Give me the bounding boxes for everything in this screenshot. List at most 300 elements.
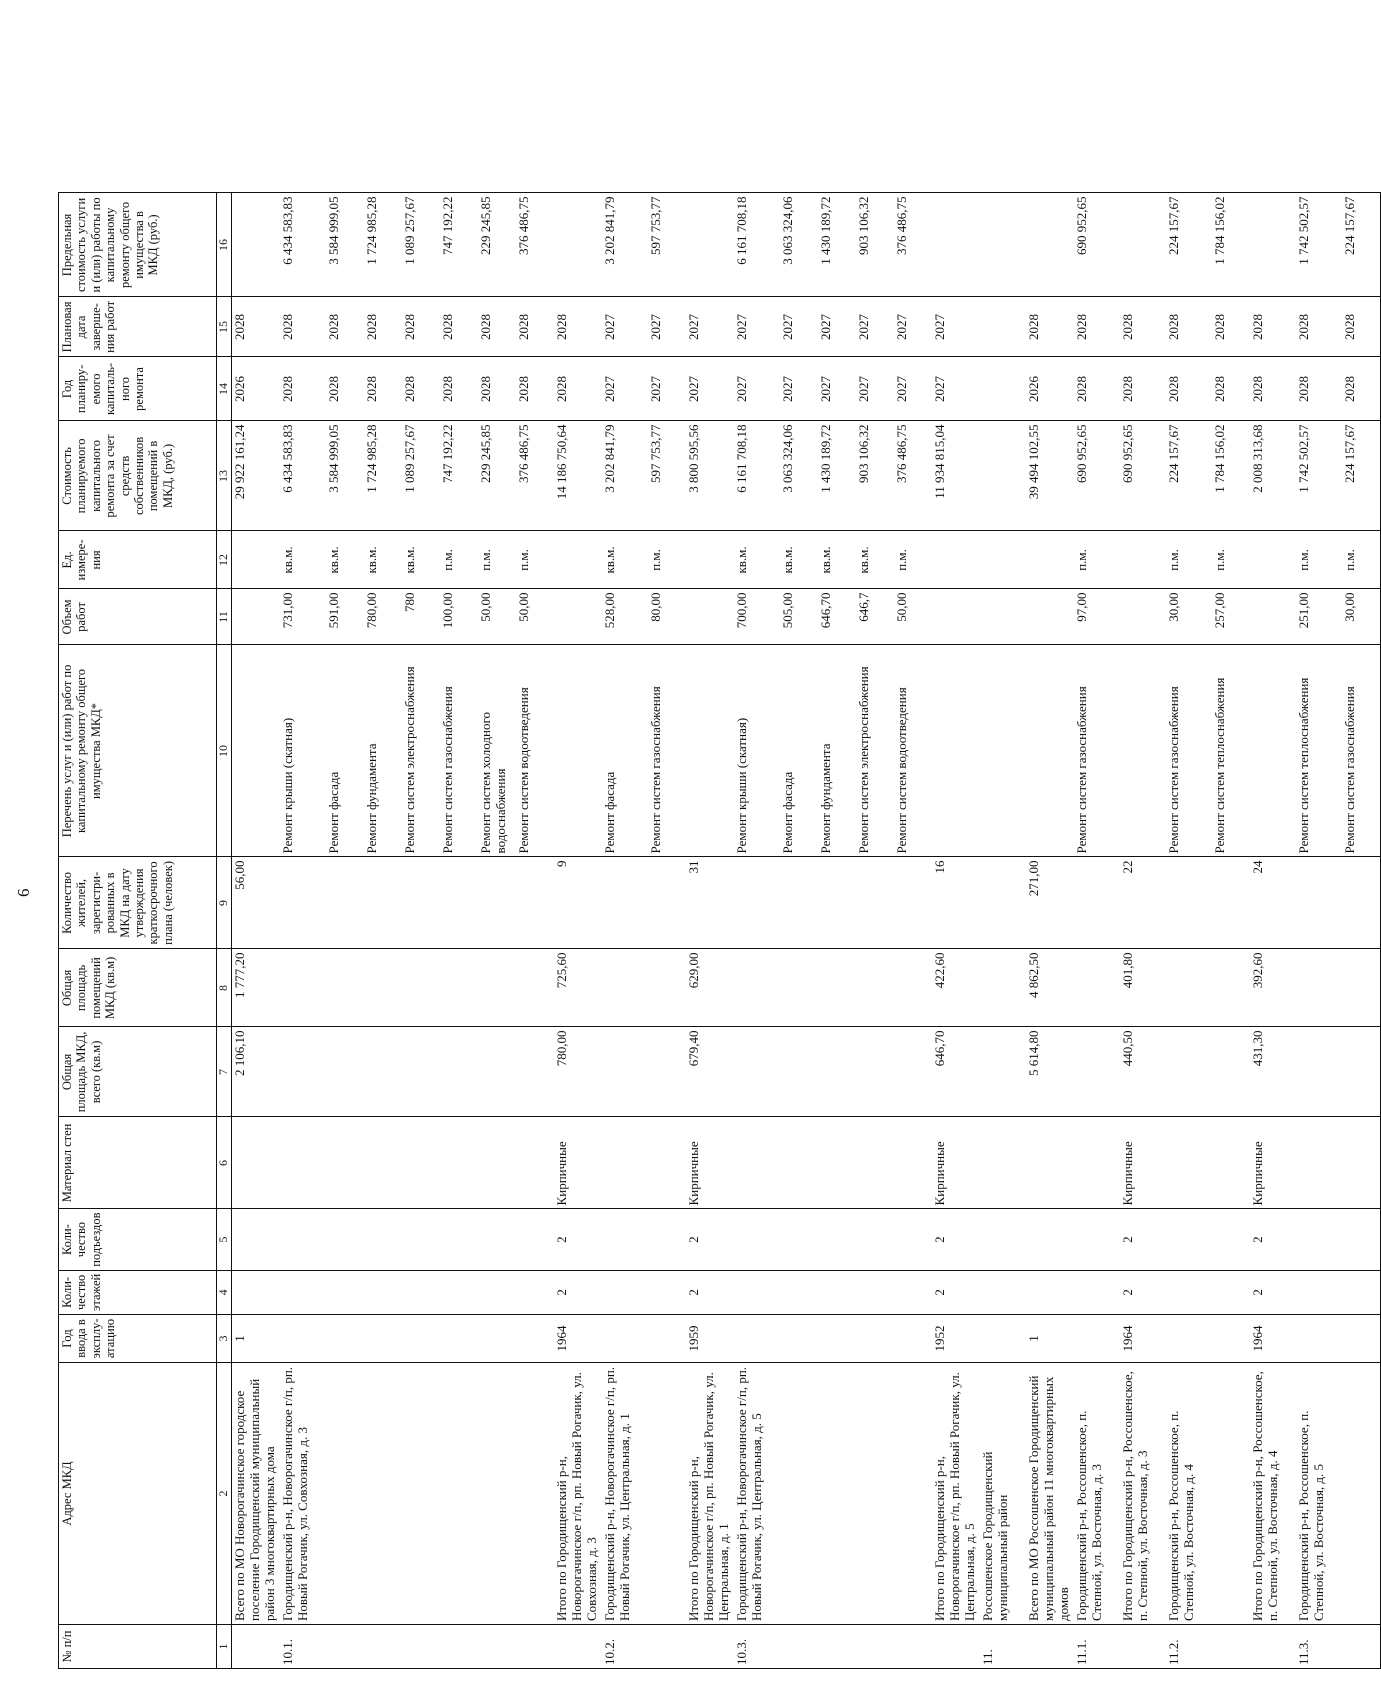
column-number: 2 <box>217 1363 232 1625</box>
table-cell: Городищенский р-н, Новорогачинское г/п, рп. Новый Рогачик, ул. Центральная, д. 5 <box>734 1363 780 1625</box>
table-cell <box>402 1209 440 1270</box>
table-row <box>856 193 894 1669</box>
table-cell <box>856 1625 894 1669</box>
table-cell: 597 753,77 <box>648 193 686 297</box>
column-header: Общая площадь помещений МКД (кв.м) <box>59 949 217 1027</box>
column-number: 15 <box>217 297 232 357</box>
table-cell <box>440 1209 478 1270</box>
table-cell <box>326 1117 364 1209</box>
table-cell <box>980 589 1026 645</box>
table-cell: 1 430 189,72 <box>818 193 856 297</box>
table-cell <box>1250 193 1296 297</box>
table-row <box>648 193 686 1669</box>
table-cell: Всего по МО Россошенское Городищенский муниципальный район 11 многоквартирных домов <box>1026 1363 1074 1625</box>
table-cell: 401,80 <box>1120 949 1166 1027</box>
table-cell: кв.м. <box>856 531 894 589</box>
table-cell <box>602 1027 648 1117</box>
column-header: Адрес МКД <box>59 1363 217 1625</box>
table-cell <box>326 1209 364 1270</box>
table-cell <box>980 1027 1026 1117</box>
table-cell: кв.м. <box>280 531 326 589</box>
table-cell: 2028 <box>1296 297 1342 357</box>
table-cell <box>1120 589 1166 645</box>
table-cell <box>326 857 364 949</box>
column-header: Материал стен <box>59 1117 217 1209</box>
table-cell: 690 952,65 <box>1120 421 1166 531</box>
table-cell <box>364 1363 402 1625</box>
table-cell <box>364 1625 402 1669</box>
table-cell <box>1120 193 1166 297</box>
table-cell <box>780 1117 818 1209</box>
table-cell <box>364 1209 402 1270</box>
column-header: Общая площадь МКД, всего (кв.м) <box>59 1027 217 1117</box>
table-cell <box>1166 857 1212 949</box>
table-cell <box>1212 1363 1250 1625</box>
table-cell: 1 724 985,28 <box>364 193 402 297</box>
table-cell <box>280 1209 326 1270</box>
table-cell: 2 <box>554 1209 602 1270</box>
table-cell <box>1026 1270 1074 1314</box>
table-cell: Кирпичные <box>1250 1117 1296 1209</box>
table-cell <box>648 857 686 949</box>
table-cell <box>932 645 980 857</box>
column-number: 4 <box>217 1270 232 1314</box>
column-number: 1 <box>217 1625 232 1669</box>
table-cell: 10.3. <box>734 1625 780 1669</box>
table-cell: 50,00 <box>894 589 932 645</box>
table-cell <box>1074 949 1120 1027</box>
table-cell: 2028 <box>478 297 516 357</box>
table-cell: кв.м. <box>602 531 648 589</box>
table-cell: Итого по Городищенский р-н, Новорогачинское г/п, рп. Новый Рогачик, ул. Совхозная, д. 3 <box>554 1363 602 1625</box>
table-cell <box>686 193 734 297</box>
table-cell: 505,00 <box>780 589 818 645</box>
table-cell <box>478 1117 516 1209</box>
table-cell: 747 192,22 <box>440 193 478 297</box>
table-cell <box>554 531 602 589</box>
table-cell <box>364 1270 402 1314</box>
column-header: Год ввода в эксплу-атацию <box>59 1315 217 1363</box>
column-number: 10 <box>217 645 232 857</box>
table-cell <box>980 1117 1026 1209</box>
table-cell <box>326 949 364 1027</box>
table-row <box>1074 193 1120 1669</box>
table-cell <box>1250 645 1296 857</box>
table-cell <box>440 857 478 949</box>
table-cell: 3 800 595,56 <box>686 421 734 531</box>
table-cell: 1964 <box>554 1315 602 1363</box>
column-number: 3 <box>217 1315 232 1363</box>
table-cell: 2028 <box>231 297 280 357</box>
table-cell <box>231 531 280 589</box>
table-cell <box>440 1117 478 1209</box>
table-cell: кв.м. <box>818 531 856 589</box>
table-cell: Ремонт фундамента <box>364 645 402 857</box>
table-cell: 80,00 <box>648 589 686 645</box>
table-cell: Итого по Городищенский р-н, Новорогачинское г/п, рп. Новый Рогачик, ул. Центральная, д. 1 <box>686 1363 734 1625</box>
table-cell <box>1342 1625 1381 1669</box>
table-cell <box>478 1315 516 1363</box>
table-cell <box>280 1315 326 1363</box>
table-cell: 224 157,67 <box>1166 421 1212 531</box>
table-cell <box>516 1117 554 1209</box>
table-cell: 2 008 313,68 <box>1250 421 1296 531</box>
table-cell: п.м. <box>478 531 516 589</box>
table-cell <box>894 1270 932 1314</box>
table-cell: 2027 <box>856 297 894 357</box>
table-cell <box>326 1625 364 1669</box>
table-cell: 1 724 985,28 <box>364 421 402 531</box>
table-cell <box>686 589 734 645</box>
table-cell: 2028 <box>440 357 478 421</box>
table-cell: 11. <box>980 1625 1026 1669</box>
table-cell <box>856 857 894 949</box>
table-cell <box>1074 1117 1120 1209</box>
table-cell <box>894 1027 932 1117</box>
table-cell <box>856 1117 894 1209</box>
column-number: 14 <box>217 357 232 421</box>
table-cell: 679,40 <box>686 1027 734 1117</box>
table-cell <box>402 1625 440 1669</box>
table-cell: 690 952,65 <box>1074 193 1120 297</box>
table-cell <box>1212 857 1250 949</box>
table-cell: 1 <box>231 1315 280 1363</box>
table-row <box>231 193 280 1669</box>
table-cell <box>516 1209 554 1270</box>
table-row <box>780 193 818 1669</box>
table-cell <box>856 949 894 1027</box>
table-cell <box>894 1363 932 1625</box>
table-cell: 2028 <box>1212 357 1250 421</box>
table-cell <box>780 1027 818 1117</box>
table-cell: 9 <box>554 857 602 949</box>
table-cell: Ремонт систем газоснабжения <box>1074 645 1120 857</box>
table-cell <box>1026 589 1074 645</box>
table-cell: 440,50 <box>1120 1027 1166 1117</box>
table-cell <box>932 193 980 297</box>
table-cell <box>780 1315 818 1363</box>
table-cell <box>932 531 980 589</box>
table-cell <box>1212 1209 1250 1270</box>
table-cell <box>402 1027 440 1117</box>
table-cell: 224 157,67 <box>1342 193 1381 297</box>
column-header: Коли-чество этажей <box>59 1270 217 1314</box>
table-cell: 2027 <box>648 357 686 421</box>
table-cell: 2 <box>1250 1209 1296 1270</box>
table-cell <box>516 1315 554 1363</box>
table-cell: Городищенский р-н, Новорогачинское г/п, рп. Новый Рогачик, ул. Центральная, д. 1 <box>602 1363 648 1625</box>
table-cell <box>1074 1209 1120 1270</box>
table-cell <box>856 1209 894 1270</box>
table-row <box>478 193 516 1669</box>
table-cell <box>231 193 280 297</box>
capital-repair-table <box>58 192 1381 1669</box>
table-cell <box>856 1027 894 1117</box>
table-cell <box>554 645 602 857</box>
table-cell <box>1296 1209 1342 1270</box>
table-cell <box>364 857 402 949</box>
table-cell <box>402 1315 440 1363</box>
table-cell <box>818 1117 856 1209</box>
table-cell: 2028 <box>1026 297 1074 357</box>
table-cell: 2028 <box>402 357 440 421</box>
table-cell: 2028 <box>364 357 402 421</box>
table-cell <box>734 1117 780 1209</box>
table-row <box>554 193 602 1669</box>
table-cell <box>856 1363 894 1625</box>
table-cell: 224 157,67 <box>1342 421 1381 531</box>
table-cell <box>231 1209 280 1270</box>
table-cell <box>231 1270 280 1314</box>
table-cell <box>440 1363 478 1625</box>
table-cell <box>648 949 686 1027</box>
table-cell <box>980 1315 1026 1363</box>
table-cell: 1 784 156,02 <box>1212 421 1250 531</box>
table-cell: 31 <box>686 857 734 949</box>
table-cell <box>780 949 818 1027</box>
table-cell <box>364 1027 402 1117</box>
table-cell: 2 <box>554 1270 602 1314</box>
column-header: Плановая дата заверше-ния работ <box>59 297 217 357</box>
table-cell <box>980 421 1026 531</box>
table-cell <box>602 949 648 1027</box>
table-cell: кв.м. <box>780 531 818 589</box>
table-cell: 2 <box>932 1209 980 1270</box>
table-cell: 646,70 <box>818 589 856 645</box>
table-cell: 2028 <box>402 297 440 357</box>
table-row <box>1212 193 1250 1669</box>
column-header: Год планиру-емого капиталь-ного ремонта <box>59 357 217 421</box>
table-cell: 2027 <box>818 297 856 357</box>
table-cell: 10.2. <box>602 1625 648 1669</box>
table-cell <box>734 1209 780 1270</box>
table-cell: 100,00 <box>440 589 478 645</box>
table-cell: п.м. <box>1296 531 1342 589</box>
table-cell: 229 245,85 <box>478 193 516 297</box>
table-cell: 376 486,75 <box>894 421 932 531</box>
table-cell <box>554 1625 602 1669</box>
table-cell <box>1026 193 1074 297</box>
table-cell: Ремонт систем электроснабжения <box>856 645 894 857</box>
table-cell <box>1166 1315 1212 1363</box>
table-cell: 2027 <box>686 297 734 357</box>
table-cell: Ремонт фундамента <box>818 645 856 857</box>
table-cell: 780,00 <box>554 1027 602 1117</box>
table-cell: кв.м. <box>364 531 402 589</box>
table-cell: п.м. <box>1074 531 1120 589</box>
table-cell: 2028 <box>1250 357 1296 421</box>
table-cell: 2028 <box>1120 297 1166 357</box>
table-cell <box>1342 1027 1381 1117</box>
table-cell: Итого по Городищенский р-н, Россошенское, п. Степной, ул. Восточная, д. 3 <box>1120 1363 1166 1625</box>
table-cell: 271,00 <box>1026 857 1074 949</box>
table-cell: 1 089 257,67 <box>402 193 440 297</box>
column-number: 8 <box>217 949 232 1027</box>
table-cell <box>818 1315 856 1363</box>
table-cell <box>932 1625 980 1669</box>
table-cell: 431,30 <box>1250 1027 1296 1117</box>
table-cell: 2028 <box>1120 357 1166 421</box>
table-cell <box>516 1363 554 1625</box>
table-cell <box>818 949 856 1027</box>
table-cell <box>818 1270 856 1314</box>
table-cell <box>1342 949 1381 1027</box>
table-cell <box>980 645 1026 857</box>
table-cell <box>326 1270 364 1314</box>
table-cell: Итого по Городищенский р-н, Россошенское, п. Степной, ул. Восточная, д. 4 <box>1250 1363 1296 1625</box>
table-cell: 2028 <box>364 297 402 357</box>
table-cell: 1959 <box>686 1315 734 1363</box>
table-cell <box>1296 1117 1342 1209</box>
table-cell: Итого по Городищенский р-н, Новорогачинское г/п, рп. Новый Рогачик, ул. Центральная, д. 5 <box>932 1363 980 1625</box>
table-cell: 646,70 <box>932 1027 980 1117</box>
table-cell: 24 <box>1250 857 1296 949</box>
table-cell: 1 430 189,72 <box>818 421 856 531</box>
table-cell: 2027 <box>602 297 648 357</box>
table-cell: 1 777,20 <box>231 949 280 1027</box>
table-cell <box>440 1315 478 1363</box>
table-cell: 597 753,77 <box>648 421 686 531</box>
table-cell: 376 486,75 <box>516 193 554 297</box>
table-cell <box>1120 1625 1166 1669</box>
table-cell <box>231 589 280 645</box>
table-cell <box>1212 949 1250 1027</box>
table-row <box>280 193 326 1669</box>
table-cell <box>980 1270 1026 1314</box>
table-cell: 903 106,32 <box>856 193 894 297</box>
table-cell: 39 494 102,55 <box>1026 421 1074 531</box>
table-cell: Ремонт систем холодного водоснабжения <box>478 645 516 857</box>
table-cell <box>648 1363 686 1625</box>
table-cell: Кирпичные <box>1120 1117 1166 1209</box>
table-cell: 2027 <box>894 357 932 421</box>
table-cell: п.м. <box>648 531 686 589</box>
table-cell <box>516 1270 554 1314</box>
table-row <box>932 193 980 1669</box>
table-cell <box>1166 1027 1212 1117</box>
table-cell <box>516 857 554 949</box>
table-cell: 2 <box>1120 1209 1166 1270</box>
table-cell <box>440 949 478 1027</box>
table-cell: 97,00 <box>1074 589 1120 645</box>
table-cell: 14 186 750,64 <box>554 421 602 531</box>
table-row <box>364 193 402 1669</box>
table-cell: 2028 <box>1074 357 1120 421</box>
table-cell: 4 862,50 <box>1026 949 1074 1027</box>
table-cell: Городищенский р-н, Новорогачинское г/п, рп. Новый Рогачик, ул. Совхозная, д. 3 <box>280 1363 326 1625</box>
table-cell <box>280 1117 326 1209</box>
table-cell <box>818 1363 856 1625</box>
table-cell: 30,00 <box>1342 589 1381 645</box>
table-cell: п.м. <box>1166 531 1212 589</box>
table-cell: 2027 <box>818 357 856 421</box>
table-cell: 11.2. <box>1166 1625 1212 1669</box>
table-cell: 376 486,75 <box>516 421 554 531</box>
table-cell: 2028 <box>326 297 364 357</box>
table-cell: 2 <box>1250 1270 1296 1314</box>
table-cell: Ремонт систем газоснабжения <box>1166 645 1212 857</box>
column-number: 5 <box>217 1209 232 1270</box>
table-cell: 3 584 999,05 <box>326 421 364 531</box>
column-number: 9 <box>217 857 232 949</box>
table-cell <box>478 1027 516 1117</box>
table-cell: 1964 <box>1250 1315 1296 1363</box>
table-cell <box>1342 1270 1381 1314</box>
table-cell: 422,60 <box>932 949 980 1027</box>
table-row <box>402 193 440 1669</box>
column-number: 7 <box>217 1027 232 1117</box>
table-cell: 224 157,67 <box>1166 193 1212 297</box>
table-row <box>1026 193 1074 1669</box>
table-cell <box>818 1209 856 1270</box>
table-cell: 2028 <box>1074 297 1120 357</box>
table-cell: п.м. <box>1212 531 1250 589</box>
table-cell: 1 <box>1026 1315 1074 1363</box>
table-cell <box>1250 531 1296 589</box>
table-cell <box>648 1625 686 1669</box>
table-cell: 2028 <box>1250 297 1296 357</box>
table-cell <box>648 1209 686 1270</box>
table-cell: 2027 <box>686 357 734 421</box>
column-header: Стоимость планируемого капитального ремонта за счет средств собственников помещений в МКД, (руб.) <box>59 421 217 531</box>
table-cell: Россошенское Городищенский муниципальный район <box>980 1363 1026 1625</box>
table-cell <box>1074 857 1120 949</box>
table-cell: 2027 <box>856 357 894 421</box>
table-cell <box>1296 1027 1342 1117</box>
table-cell: кв.м. <box>326 531 364 589</box>
table-cell <box>1074 1027 1120 1117</box>
table-cell <box>402 1270 440 1314</box>
table-cell: 2026 <box>231 357 280 421</box>
table-cell <box>648 1027 686 1117</box>
table-row <box>686 193 734 1669</box>
table-cell <box>894 1315 932 1363</box>
table-cell: 50,00 <box>478 589 516 645</box>
table-cell: 2028 <box>280 357 326 421</box>
table-cell <box>980 357 1026 421</box>
table-cell: 2027 <box>734 357 780 421</box>
table-cell <box>402 949 440 1027</box>
table-cell: 2028 <box>1166 357 1212 421</box>
table-row <box>1250 193 1296 1669</box>
table-cell: 2028 <box>1342 297 1381 357</box>
table-cell <box>1120 531 1166 589</box>
column-header: Перечень услуг и (или) работ по капитальному ремонту общего имущества МКД* <box>59 645 217 857</box>
table-cell <box>980 949 1026 1027</box>
table-cell: 591,00 <box>326 589 364 645</box>
table-cell: 11.1. <box>1074 1625 1120 1669</box>
table-cell <box>1296 1315 1342 1363</box>
table-cell <box>478 1270 516 1314</box>
table-cell <box>280 949 326 1027</box>
table-cell: 2 <box>686 1209 734 1270</box>
table-cell: Всего по МО Новорогачинское городское поселение Городищенский муниципальный район 3 многоквартирных дома <box>231 1363 280 1625</box>
table-cell: 1964 <box>1120 1315 1166 1363</box>
table-row <box>1296 193 1342 1669</box>
table-cell: 2 <box>686 1270 734 1314</box>
table-cell <box>364 949 402 1027</box>
table-cell <box>478 1209 516 1270</box>
table-cell: Городищенский р-н, Россошенское, п. Степной, ул. Восточная, д. 3 <box>1074 1363 1120 1625</box>
column-header: Количество жителей, зарегистри-рованных в МКД на дату утверждения краткосрочного плана (человек) <box>59 857 217 949</box>
table-row <box>440 193 478 1669</box>
table-cell <box>231 645 280 857</box>
table-cell <box>1074 1270 1120 1314</box>
table-cell: Ремонт фасада <box>602 645 648 857</box>
table-cell <box>980 857 1026 949</box>
table-row <box>602 193 648 1669</box>
table-row <box>1120 193 1166 1669</box>
